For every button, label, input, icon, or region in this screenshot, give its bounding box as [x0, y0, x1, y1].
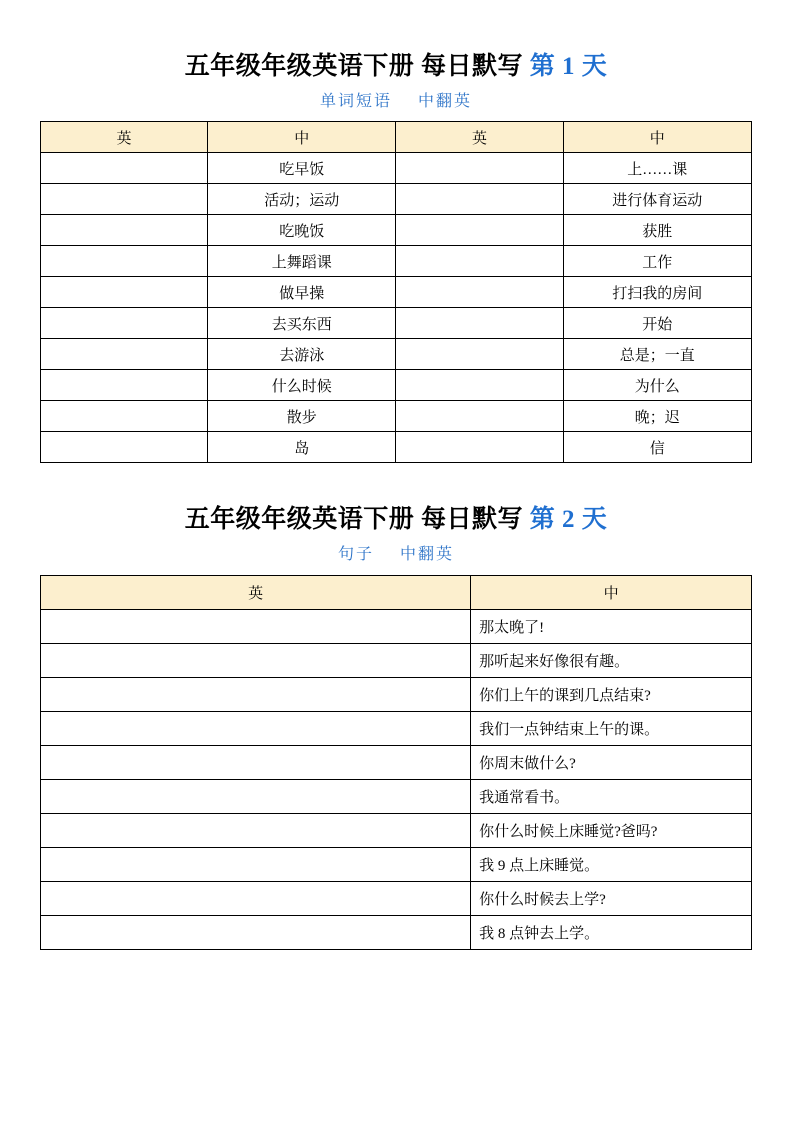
- table-row: [41, 643, 752, 677]
- answer-cell-en[interactable]: [41, 881, 471, 915]
- prompt-cell-cn: 总是；一直: [563, 339, 751, 370]
- answer-cell-en[interactable]: [41, 745, 471, 779]
- words-table: [40, 121, 752, 463]
- prompt-cell-cn: 散步: [208, 401, 396, 432]
- table-row: [41, 246, 752, 277]
- table-row: [41, 339, 752, 370]
- table-row: [41, 184, 752, 215]
- prompt-cell-cn: 打扫我的房间: [563, 277, 751, 308]
- column-header-en-2: 英: [396, 122, 563, 153]
- table-header-row: [41, 575, 752, 609]
- answer-cell-en[interactable]: [41, 643, 471, 677]
- answer-cell-en[interactable]: [41, 779, 471, 813]
- title-main-text: 五年级年级英语下册 每日默写: [184, 506, 523, 534]
- column-header-cn: 中: [471, 575, 752, 609]
- table-row: [41, 432, 752, 463]
- title-main-text: 五年级年级英语下册 每日默写: [184, 53, 523, 80]
- table-row: [41, 813, 752, 847]
- section-day-2: [40, 501, 752, 949]
- prompt-cell-cn: 我 8 点钟去上学。: [471, 915, 752, 949]
- table-row: [41, 308, 752, 339]
- answer-cell-en[interactable]: [41, 432, 208, 463]
- table-row: [41, 215, 752, 246]
- prompt-cell-cn: 进行体育运动: [563, 184, 751, 215]
- sentences-table: [40, 575, 752, 950]
- answer-cell-en[interactable]: [396, 184, 563, 215]
- table-header-row: [41, 122, 752, 153]
- table-row: [41, 711, 752, 745]
- table-row: [41, 677, 752, 711]
- answer-cell-en[interactable]: [41, 184, 208, 215]
- table-row: [41, 401, 752, 432]
- prompt-cell-cn: 我们一点钟结束上午的课。: [471, 711, 752, 745]
- prompt-cell-cn: 你们上午的课到几点结束?: [471, 677, 752, 711]
- table-row: [41, 609, 752, 643]
- prompt-cell-cn: 获胜: [563, 215, 751, 246]
- table-row: [41, 153, 752, 184]
- prompt-cell-cn: 我通常看书。: [471, 779, 752, 813]
- table-row: [41, 370, 752, 401]
- table-row: [41, 745, 752, 779]
- prompt-cell-cn: 晚；迟: [563, 401, 751, 432]
- answer-cell-en[interactable]: [41, 339, 208, 370]
- answer-cell-en[interactable]: [396, 153, 563, 184]
- prompt-cell-cn: 去买东西: [208, 308, 396, 339]
- column-header-en: 英: [41, 575, 471, 609]
- answer-cell-en[interactable]: [41, 677, 471, 711]
- prompt-cell-cn: 吃早饭: [208, 153, 396, 184]
- page-title-day-2: [40, 501, 752, 539]
- table-row: [41, 881, 752, 915]
- answer-cell-en[interactable]: [41, 401, 208, 432]
- title-day-badge: 第 1 天: [529, 53, 608, 80]
- column-header-en-1: 英: [41, 122, 208, 153]
- answer-cell-en[interactable]: [396, 432, 563, 463]
- page-title-day-1: [40, 48, 752, 86]
- column-header-cn-1: 中: [208, 122, 396, 153]
- prompt-cell-cn: 那听起来好像很有趣。: [471, 643, 752, 677]
- section-day-1: [40, 48, 752, 463]
- prompt-cell-cn: 你周末做什么?: [471, 745, 752, 779]
- answer-cell-en[interactable]: [41, 915, 471, 949]
- answer-cell-en[interactable]: [41, 711, 471, 745]
- prompt-cell-cn: 为什么: [563, 370, 751, 401]
- answer-cell-en[interactable]: [396, 401, 563, 432]
- prompt-cell-cn: 那太晚了!: [471, 609, 752, 643]
- subtitle-right-text: 中翻英: [400, 545, 455, 563]
- answer-cell-en[interactable]: [41, 813, 471, 847]
- prompt-cell-cn: 信: [563, 432, 751, 463]
- prompt-cell-cn: 吃晚饭: [208, 215, 396, 246]
- prompt-cell-cn: 你什么时候上床睡觉?爸吗?: [471, 813, 752, 847]
- prompt-cell-cn: 上……课: [563, 153, 751, 184]
- prompt-cell-cn: 做早操: [208, 277, 396, 308]
- table-row: [41, 277, 752, 308]
- subtitle-day-1: [40, 92, 752, 113]
- subtitle-day-2: [40, 545, 752, 566]
- subtitle-left-text: 单词短语: [319, 92, 392, 110]
- answer-cell-en[interactable]: [41, 609, 471, 643]
- prompt-cell-cn: 你什么时候去上学?: [471, 881, 752, 915]
- column-header-cn-2: 中: [563, 122, 751, 153]
- answer-cell-en[interactable]: [41, 153, 208, 184]
- answer-cell-en[interactable]: [396, 215, 563, 246]
- subtitle-right-text: 中翻英: [418, 92, 473, 110]
- subtitle-left-text: 句子: [337, 545, 374, 563]
- prompt-cell-cn: 什么时候: [208, 370, 396, 401]
- section-spacer: [40, 467, 752, 501]
- prompt-cell-cn: 我 9 点上床睡觉。: [471, 847, 752, 881]
- answer-cell-en[interactable]: [41, 847, 471, 881]
- prompt-cell-cn: 岛: [208, 432, 396, 463]
- answer-cell-en[interactable]: [41, 308, 208, 339]
- table-row: [41, 847, 752, 881]
- answer-cell-en[interactable]: [41, 246, 208, 277]
- answer-cell-en[interactable]: [396, 308, 563, 339]
- prompt-cell-cn: 开始: [563, 308, 751, 339]
- answer-cell-en[interactable]: [41, 370, 208, 401]
- table-row: [41, 779, 752, 813]
- answer-cell-en[interactable]: [41, 277, 208, 308]
- prompt-cell-cn: 去游泳: [208, 339, 396, 370]
- prompt-cell-cn: 上舞蹈课: [208, 246, 396, 277]
- answer-cell-en[interactable]: [396, 339, 563, 370]
- table-row: [41, 915, 752, 949]
- answer-cell-en[interactable]: [396, 277, 563, 308]
- title-day-badge: 第 2 天: [529, 506, 608, 534]
- prompt-cell-cn: 活动；运动: [208, 184, 396, 215]
- answer-cell-en[interactable]: [41, 215, 208, 246]
- prompt-cell-cn: 工作: [563, 246, 751, 277]
- answer-cell-en[interactable]: [396, 370, 563, 401]
- answer-cell-en[interactable]: [396, 246, 563, 277]
